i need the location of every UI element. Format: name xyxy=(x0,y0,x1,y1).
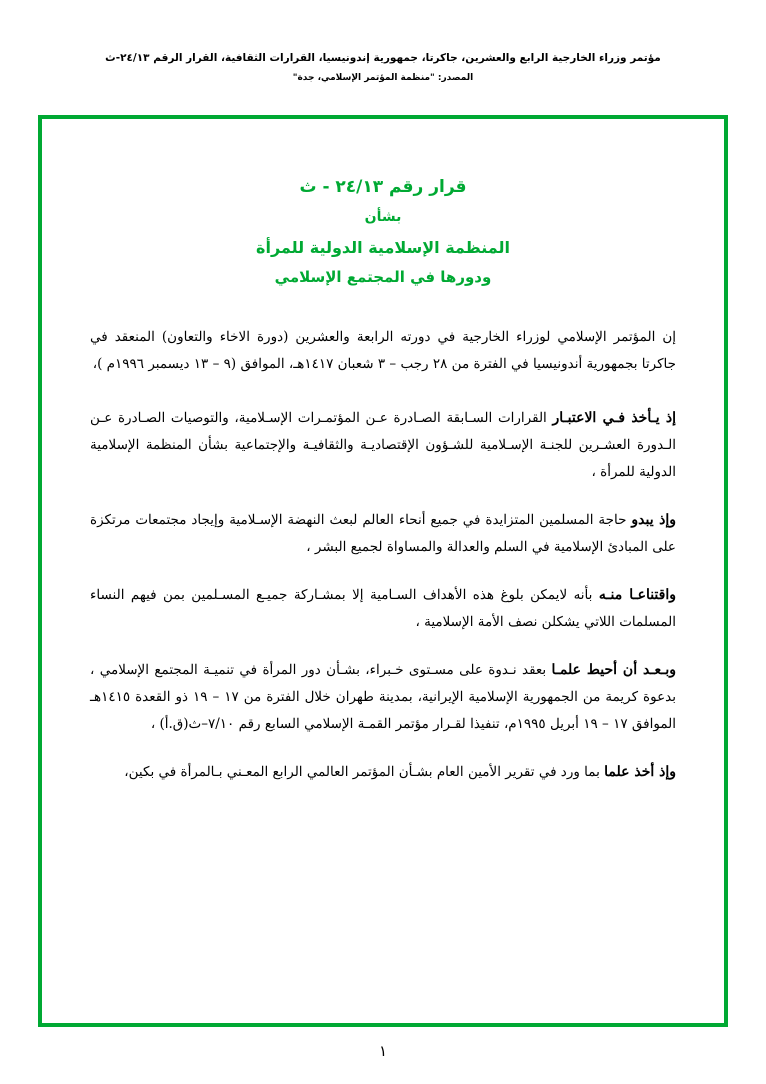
header-reference-line: المصدر: "منظمة المؤتمر الإسلامي، جدة" xyxy=(292,73,474,83)
page-number: ١ xyxy=(378,1042,388,1060)
clause-text-4: بعقد نـدوة على مسـتوى خـبراء، بشـأن دور المرأة في تنميـة المجتمع الإسلامي ، بدعوة كريمة من الجمهورية الإسلامية الإيرانية، بمدينة طهران خلال الفترة من ١٧ – ١٩ ذو القعدة ١٤١٥هـ الموافق ١٧ – ١٩ أبريل ١٩٩٥م، تنفيذا لقـرار مؤتمر القمـة الإسلامي السابع رقم ٧/١٠–ث(ق.أ) ، xyxy=(90,662,676,732)
clause-lead-5: وإذ أخذ علما xyxy=(604,764,676,780)
clause-lead-1: إذ يـأخذ فـي الاعتبـار xyxy=(552,410,677,426)
clause-lead-4: وبـعـد أن أحيط علمـا xyxy=(551,662,676,678)
clause-paragraph-1 xyxy=(90,404,676,486)
clause-text-5: بما ورد في تقرير الأمين العام بشـأن المؤتمر العالمي الرابع المعـني بـالمرأة في بكين، xyxy=(124,764,600,780)
clause-lead-2: وإذ يبدو xyxy=(631,512,676,528)
document-header xyxy=(0,52,766,83)
green-page-frame xyxy=(38,115,728,1027)
clause-paragraph-3 xyxy=(90,581,676,636)
resolution-title-line-1: المنظمة الإسلامية الدولية للمرأة xyxy=(256,238,510,257)
clause-text-1: القرارات السـابقة الصـادرة عـن المؤتمـرات الإسـلامية، والتوصيات الصـادرة عـن الـدورة العشـرين للجنـة الإسـلامية للشـؤون الإقتصاديـة والثقافيـة والإجتماعية بشأن المنظمة الإسلامية الدولية للمرأة ، xyxy=(90,410,676,480)
resolution-title-block xyxy=(90,177,676,286)
clause-paragraph-5 xyxy=(90,758,676,786)
clause-text-2: حاجة المسلمين المتزايدة في جميع أنحاء العالم لبعث النهضة الإسـلامية وإيجاد مجتمعات مرتكزة على المبادئ الإسلامية في السلم والعدالة والمساواة لجميع البشر ، xyxy=(90,512,676,555)
resolution-title-line-2: ودورها في المجتمع الإسلامي xyxy=(274,268,492,286)
frame-content xyxy=(42,119,724,1023)
clause-lead-3: واقتناعـا منـه xyxy=(598,587,676,603)
resolution-body xyxy=(90,324,676,786)
header-source-line: مؤتمر وزراء الخارجية الرابع والعشرين، جاكرتا، جمهورية إندونيسيا، القرارات الثقافية، القرار الرقم ٢٤/١٣-ث xyxy=(105,52,661,64)
resolution-about-label: بشأن xyxy=(364,209,402,225)
intro-paragraph: إن المؤتمر الإسلامي لوزراء الخارجية في دورته الرابعة والعشرين (دورة الاخاء والتعاون) المنعقد في جاكرتا بجمهورية أندونيسيا في الفترة من ٢٨ رجب – ٣ شعبان ١٤١٧هـ، الموافق (٩ – ١٣ ديسمبر ١٩٩٦م )، xyxy=(90,329,677,372)
resolution-number: قرار رقم ٢٤/١٣ - ث xyxy=(299,177,467,197)
clause-text-3: بأنه لايمكن بلوغ هذه الأهداف السـامية إلا بمشـاركة جميـع المسـلمين بمن فيهم النساء المسلمات اللاتي يشكلن نصف الأمة الإسلامية ، xyxy=(90,587,676,630)
clause-paragraph-4 xyxy=(90,656,676,738)
clause-paragraph-2 xyxy=(90,506,676,561)
